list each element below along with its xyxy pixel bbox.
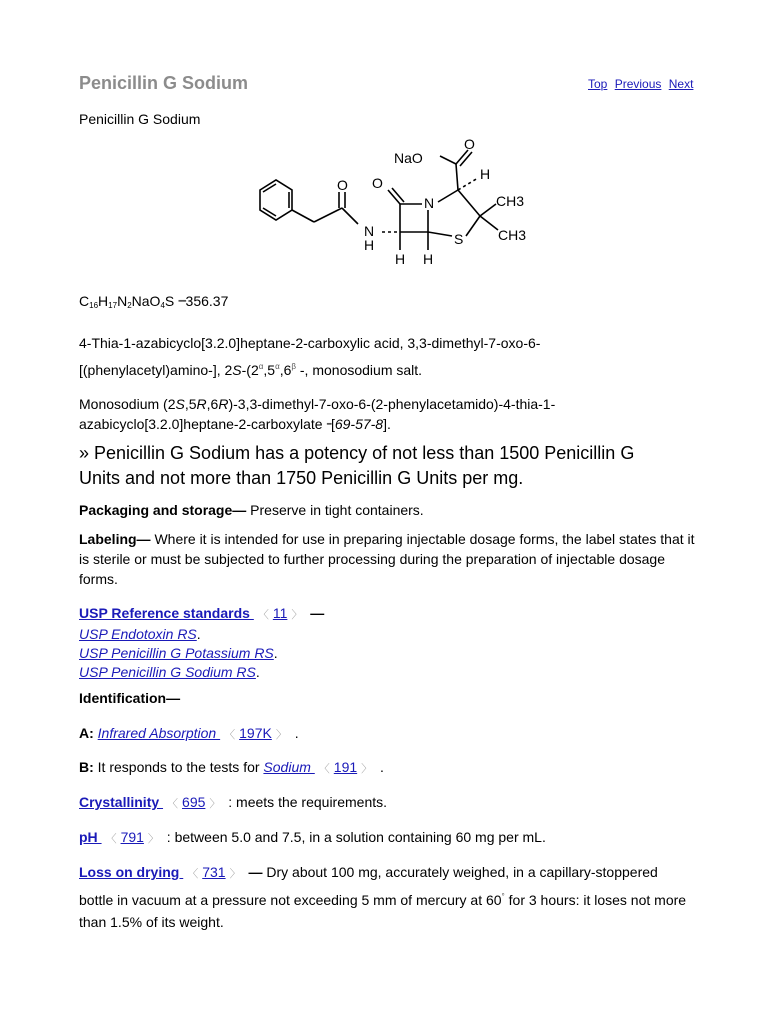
- nav-top-link[interactable]: Top: [588, 77, 608, 91]
- chemical-name-iupac: Monosodium (2S,5R,6R)-3,3-dimethyl-7-oxo-6-(2-phenylacetamido)-4-thia-1- azabicyclo[3.2.0]heptane-2-carboxylate ▪▪▪[69-57-8].: [79, 396, 556, 432]
- formula-separator: ▪▪▪▪▪: [178, 298, 186, 306]
- identification-test-b: B: It responds to the tests for Sodium 〈 191 〉 .: [79, 759, 384, 775]
- struct-s-ring: S: [454, 231, 464, 247]
- chapter-197k-link[interactable]: 197K: [239, 725, 272, 741]
- identification-test-a: A: Infrared Absorption 〈 197K 〉 .: [79, 725, 299, 741]
- chapter-731-link[interactable]: 731: [202, 864, 226, 880]
- identification-heading: Identification—: [79, 690, 181, 706]
- ph-link[interactable]: pH: [79, 829, 102, 845]
- struct-n-ring: N: [424, 195, 435, 211]
- usp-reference-link[interactable]: USP Reference standards: [79, 605, 254, 621]
- struct-h-b2: H: [423, 251, 434, 267]
- chapter-191-link[interactable]: 191: [333, 759, 358, 775]
- crystallinity-section: Crystallinity 〈 695 〉 : meets the requirements.: [79, 794, 388, 810]
- struct-ch3-b: CH3: [498, 227, 527, 243]
- struct-o-top: O: [464, 136, 475, 152]
- chapter-695-link[interactable]: 695: [182, 794, 206, 810]
- usp-reference-chapter-link[interactable]: 11: [272, 605, 288, 621]
- struct-nh-n: N: [364, 223, 375, 239]
- page-title: Penicillin G Sodium: [79, 73, 249, 93]
- usp-penicillin-g-sodium-rs-link[interactable]: USP Penicillin G Sodium RS: [79, 664, 256, 680]
- potency-statement: » Penicillin G Sodium has a potency of not less than 1500 Penicillin G Units and not more than 1750 Penicillin G Units per mg.: [79, 443, 635, 488]
- benzene-ring: [260, 180, 292, 220]
- labeling-section: Labeling— Where it is intended for use in preparing injectable dosage forms, the label states that it is sterile or must be subjected to further processing during the preparation of injectable dosage forms.: [79, 531, 695, 587]
- struct-nh-h: H: [364, 237, 375, 253]
- monograph-subtitle: Penicillin G Sodium: [79, 111, 201, 127]
- chemical-name-cas: 4-Thia-1-azabicyclo[3.2.0]heptane-2-carboxylic acid, 3,3-dimethyl-7-oxo-6- [(phenylacetyl)amino-], $2S-(2^\alpha,5^\alpha,6^\beta$ -, monosodium salt.: [79, 335, 541, 378]
- molecular-weight: 356.37: [185, 293, 229, 309]
- usp-penicillin-g-potassium-rs-link[interactable]: USP Penicillin G Potassium RS: [79, 645, 274, 661]
- usp-reference-section: USP Reference standards 〈 11 〉 — USP Endotoxin RS. USP Penicillin G Potassium RS. USP Penicillin G Sodium RS.: [79, 605, 325, 680]
- nav-links: [588, 77, 693, 91]
- struct-o-amide: O: [337, 177, 348, 193]
- ph-section: pH 〈 791 〉 : between 5.0 and 7.5, in a solution containing 60 mg per mL.: [79, 829, 546, 845]
- loss-on-drying-section: Loss on drying 〈 731 〉 — Dry about 100 mg, accurately weighed, in a capillary-stoppered bottle in vacuum at a pressure not exceeding 5 mm of mercury at 60° for 3 hours: it loses not more than 1.5% of its weight.: [79, 864, 687, 930]
- packaging-section: Packaging and storage— Preserve in tight containers.: [79, 502, 424, 518]
- struct-ch3-a: CH3: [496, 193, 525, 209]
- infrared-absorption-link[interactable]: Infrared Absorption: [97, 725, 221, 741]
- usp-endotoxin-rs-link[interactable]: USP Endotoxin RS: [79, 626, 197, 642]
- struct-h-top: H: [480, 166, 491, 182]
- crystallinity-link[interactable]: Crystallinity: [79, 794, 164, 810]
- cas-number: 69-57-8: [334, 416, 384, 432]
- loss-on-drying-link[interactable]: Loss on drying: [79, 864, 184, 880]
- chapter-791-link[interactable]: 791: [120, 829, 144, 845]
- struct-h-b1: H: [395, 251, 406, 267]
- struct-nao: NaO: [394, 150, 423, 166]
- sodium-link[interactable]: Sodium: [263, 759, 315, 775]
- nav-next-link[interactable]: Next: [668, 77, 694, 91]
- nav-previous-link[interactable]: Previous: [614, 77, 662, 91]
- struct-o-lactam: O: [372, 175, 383, 191]
- molecular-formula: $C_{16}H_{17}N_2NaO_4S$ ▪▪▪▪▪356.37: [79, 291, 228, 316]
- structure-diagram: [230, 132, 550, 272]
